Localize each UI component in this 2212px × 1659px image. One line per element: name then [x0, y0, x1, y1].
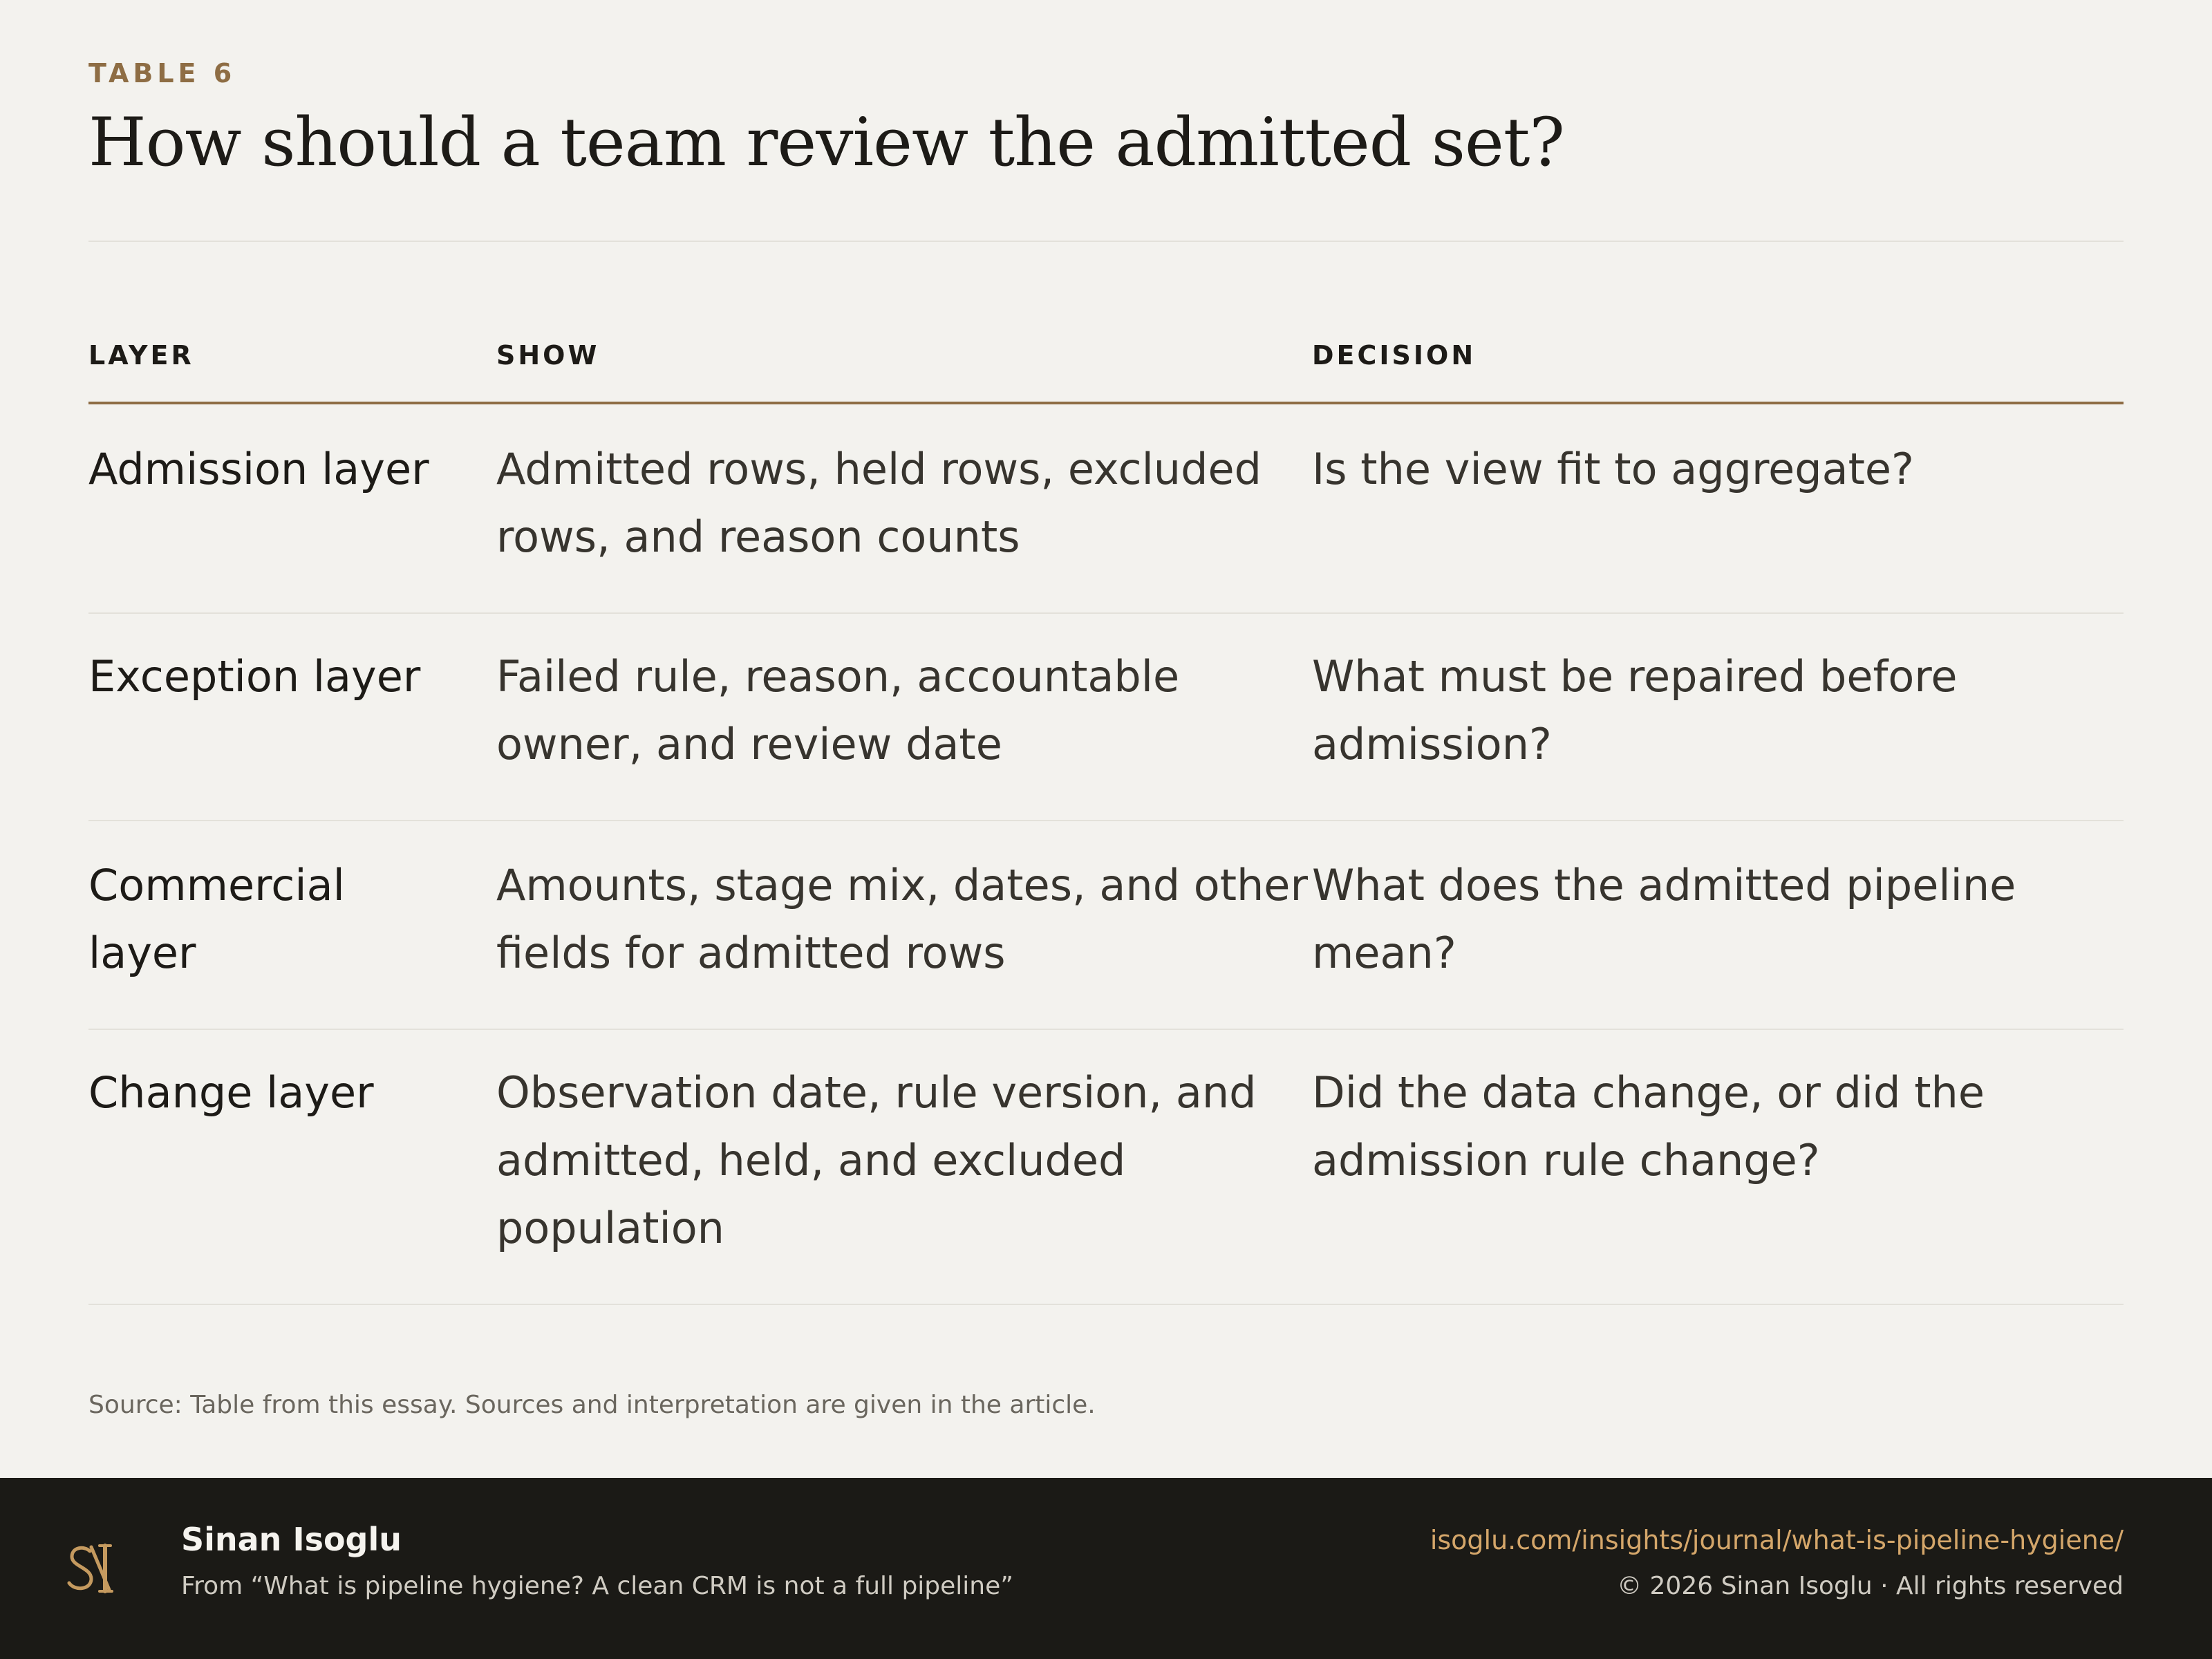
article-reference: From “What is pipeline hygiene? A clean CRM is not a full pipeline” [181, 1572, 1013, 1600]
cell-show: Failed rule, reason, accountable owner, and review date [496, 651, 1180, 769]
si-monogram-icon [64, 1539, 119, 1601]
header-divider [88, 402, 2124, 404]
copyright-notice: © 2026 Sinan Isoglu · All rights reserved [1617, 1572, 2124, 1600]
column-header-decision: DECISION [1312, 340, 1477, 371]
table-label: TABLE 6 [88, 58, 236, 88]
cell-layer: Commercial layer [88, 860, 345, 978]
title-divider [88, 241, 2124, 242]
source-note: Source: Table from this essay. Sources and interpretation are given in the article. [88, 1391, 1096, 1419]
cell-show: Amounts, stage mix, dates, and other fields for admitted rows [496, 860, 1308, 978]
cell-layer: Change layer [88, 1067, 374, 1118]
cell-show: Observation date, rule version, and admitted, held, and excluded population [496, 1067, 1257, 1253]
column-header-layer: LAYER [88, 340, 194, 371]
cell-layer: Admission layer [88, 444, 429, 494]
cell-decision: What must be repaired before admission? [1312, 651, 1958, 769]
row-divider [88, 612, 2124, 614]
article-url-link[interactable]: isoglu.com/insights/journal/what-is-pipeline-hygiene/ [1430, 1525, 2124, 1555]
cell-layer: Exception layer [88, 651, 421, 702]
row-divider [88, 1029, 2124, 1030]
row-divider [88, 820, 2124, 821]
row-divider [88, 1304, 2124, 1305]
cell-decision: Is the view fit to aggregate? [1312, 444, 1914, 494]
footer [0, 1478, 2212, 1659]
cell-decision: Did the data change, or did the admission rule change? [1312, 1067, 1985, 1185]
author-name: Sinan Isoglu [181, 1521, 402, 1558]
page-title: How should a team review the admitted set? [88, 104, 1564, 181]
cell-decision: What does the admitted pipeline mean? [1312, 860, 2016, 978]
column-header-show: SHOW [496, 340, 600, 371]
cell-show: Admitted rows, held rows, excluded rows, and reason counts [496, 444, 1262, 562]
